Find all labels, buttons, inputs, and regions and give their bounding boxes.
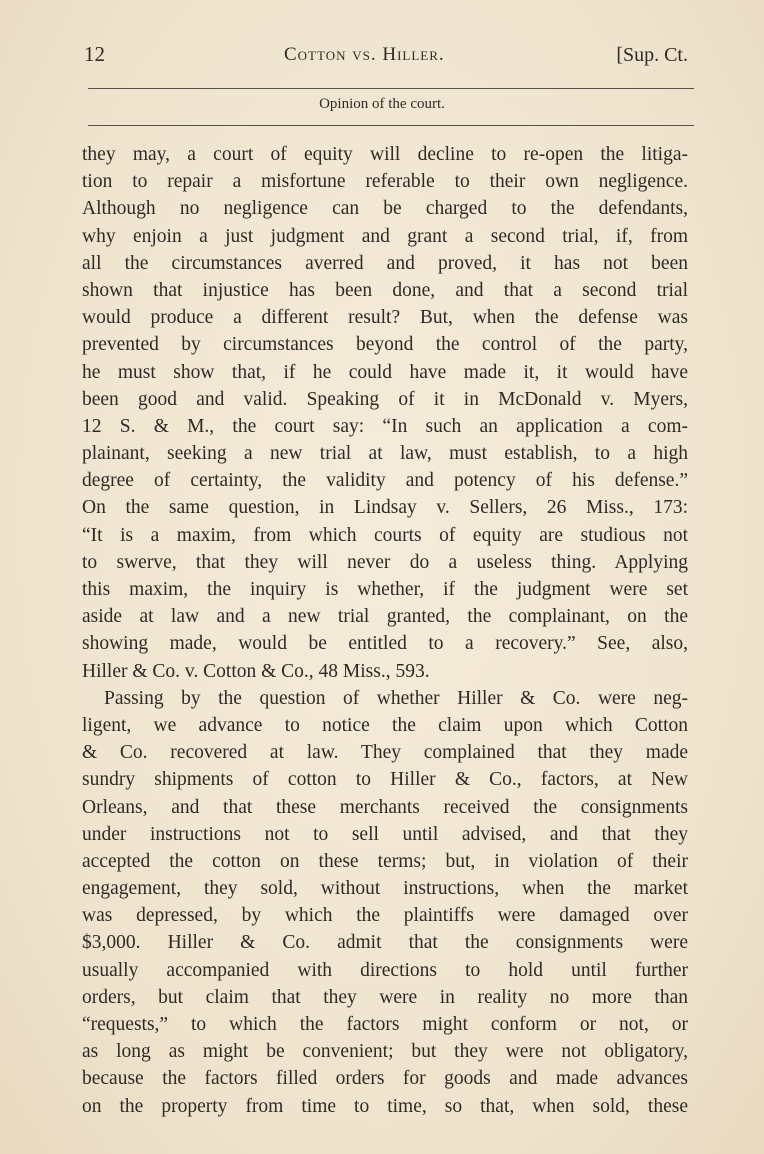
text-line: aside at law and a new trial granted, the complainant, on the [82, 606, 688, 628]
text-line: was depressed, by which the plaintiffs were damaged over [82, 905, 688, 927]
text-line: he must show that, if he could have made it, it would have [82, 361, 688, 383]
text-line: “requests,” to which the factors might conform or not, or [82, 1014, 688, 1035]
text-line: Orleans, and that these merchants received the consignments [82, 796, 688, 818]
court-label: [Sup. Ct. [616, 44, 688, 66]
text-line: because the factors filled orders for goods and made advances [82, 1068, 688, 1090]
text-line: Although no negligence can be charged to the defendants, [82, 198, 688, 220]
text-line: this maxim, the inquiry is whether, if the judgment were set [82, 579, 688, 600]
text-line: would produce a different result? But, when the defense was [82, 307, 688, 329]
text-line: they may, a court of equity will decline to re-open the litiga- [82, 144, 688, 165]
subheading-rule [88, 125, 694, 126]
text-line: shown that injustice has been done, and that a second trial [82, 279, 688, 301]
text-line: accepted the cotton on these terms; but, in violation of their [82, 850, 688, 872]
text-line: ligent, we advance to notice the claim upon which Cotton [82, 714, 688, 736]
text-line: On the same question, in Lindsay v. Sellers, 26 Miss., 173: [82, 497, 688, 519]
text-line: “It is a maxim, from which courts of equity are studious not [82, 524, 688, 546]
text-line: as long as might be convenient; but they were not obligatory, [82, 1041, 688, 1063]
text-line: been good and valid. Speaking of it in McDonald v. Myers, [82, 388, 688, 410]
text-line: Hiller & Co. v. Cotton & Co., 48 Miss., 593. [82, 660, 430, 682]
text-line: prevented by circumstances beyond the control of the party, [82, 334, 688, 356]
text-line: to swerve, that they will never do a useless thing. Applying [82, 551, 688, 573]
text-line: why enjoin a just judgment and grant a second trial, if, from [82, 225, 688, 247]
text-line: usually accompanied with directions to hold until further [82, 959, 688, 981]
text-line: plainant, seeking a new trial at law, must establish, to a high [82, 443, 688, 465]
text-line: engagement, they sold, without instructions, when the market [82, 878, 688, 900]
page-number: 12 [84, 42, 105, 66]
running-title: Cotton vs. Hiller. [284, 44, 445, 65]
section-subheading: Opinion of the court. [319, 96, 445, 112]
text-line: & Co. recovered at law. They complained that they made [82, 742, 688, 764]
text-line: tion to repair a misfortune referable to their own negligence. [82, 171, 688, 193]
text-line: all the circumstances averred and proved, it has not been [82, 252, 688, 274]
text-line: orders, but claim that they were in reality no more than [82, 986, 688, 1008]
text-line: on the property from time to time, so that, when sold, these [82, 1095, 688, 1117]
text-line: under instructions not to sell until advised, and that they [82, 823, 688, 845]
text-line: sundry shipments of cotton to Hiller & Co., factors, at New [82, 769, 688, 791]
header-rule [88, 88, 694, 89]
text-line: 12 S. & M., the court say: “In such an application a com- [82, 415, 688, 437]
text-line: Passing by the question of whether Hiller & Co. were neg- [104, 687, 688, 709]
text-line: showing made, would be entitled to a recovery.” See, also, [82, 633, 688, 655]
text-line: $3,000. Hiller & Co. admit that the consignments were [82, 932, 688, 954]
running-header [84, 42, 688, 72]
text-line: degree of certainty, the validity and potency of his defense.” [82, 470, 688, 492]
body-text [82, 141, 688, 1120]
